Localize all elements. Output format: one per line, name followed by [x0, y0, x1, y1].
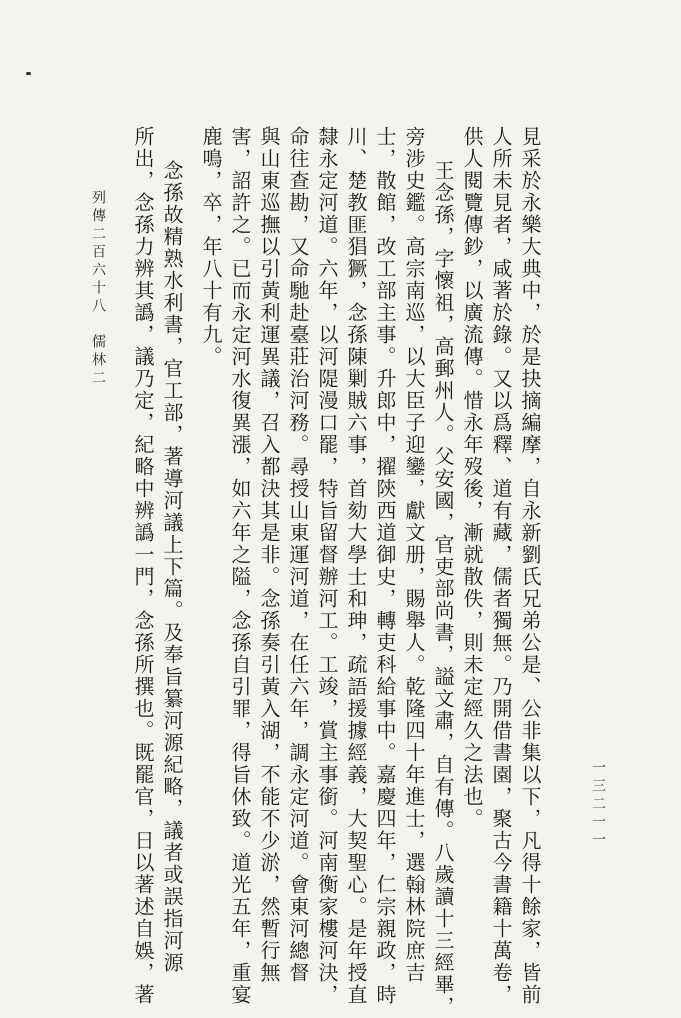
text-column: 鹿鳴，卒，年八十有九。 [199, 126, 223, 368]
text-column: 川、楚教匪猖獗，念孫陳剿賊六事，首劾大學士和珅，疏語援據經義，大契聖心。是年授直 [344, 126, 368, 1006]
text-column: 命往查勘，又命馳赴臺莊治河務。尋授山東運河道，在任六年，調永定河道。會東河總督 [286, 126, 310, 984]
running-header: 列傳二百六十八 儒林二 [90, 190, 106, 388]
text-column: 念孫故精熟水利書，官工部，著導河議上下篇。及奉旨纂河源紀略，議者或誤指河源 [160, 160, 184, 974]
text-column: 與山東巡撫以引黃利運異議，召入都決其是非。念孫奏引黃入湖，不能不少淤，然暫行無 [257, 126, 281, 984]
text-column: 隸永定河道。六年，以河隄漫口罷，特旨留督辦河工。工竣，賞主事銜。河南衡家樓河決， [315, 126, 339, 1006]
text-column: 供人閱覽傳鈔，以廣流傳。惜永年歿後，漸就散佚，則未定經久之法也。 [460, 126, 484, 830]
text-column: 人所未見者，咸著於錄。又以爲釋、道有藏，儒者獨無。乃開借書園，聚古今書籍十萬卷， [489, 126, 513, 1006]
page-number: 一三二一一 [590, 760, 606, 850]
scan-mark [26, 72, 31, 75]
text-column: 見采於永樂大典中，於是抉摘編摩，自永新劉氏兄弟公是、公非集以下，凡得十餘家，皆前 [518, 126, 542, 1006]
text-column: 旁涉史鑑。高宗南巡，以大臣子迎鑾，獻文册，賜舉人。乾隆四十年進士，選翰林院庶吉 [402, 126, 426, 984]
text-column: 所出，念孫力辨其譌，議乃定，紀略中辨譌一門，念孫所撰也。既罷官，日以著述自娛，著 [131, 126, 155, 1006]
text-column: 害，詔許之。已而永定河水復異漲，如六年之隘，念孫自引罪，得旨休致。道光五年，重宴 [228, 126, 252, 1006]
text-column: 士，散館，改工部主事。升郎中，擢陝西道御史，轉吏科給事中。嘉慶四年，仁宗親政，時 [373, 126, 397, 1006]
text-column: 王念孫，字懷祖，高郵州人。父安國，官吏部尚書，謚文肅，自有傳。八歲讀十三經畢， [431, 160, 455, 1018]
